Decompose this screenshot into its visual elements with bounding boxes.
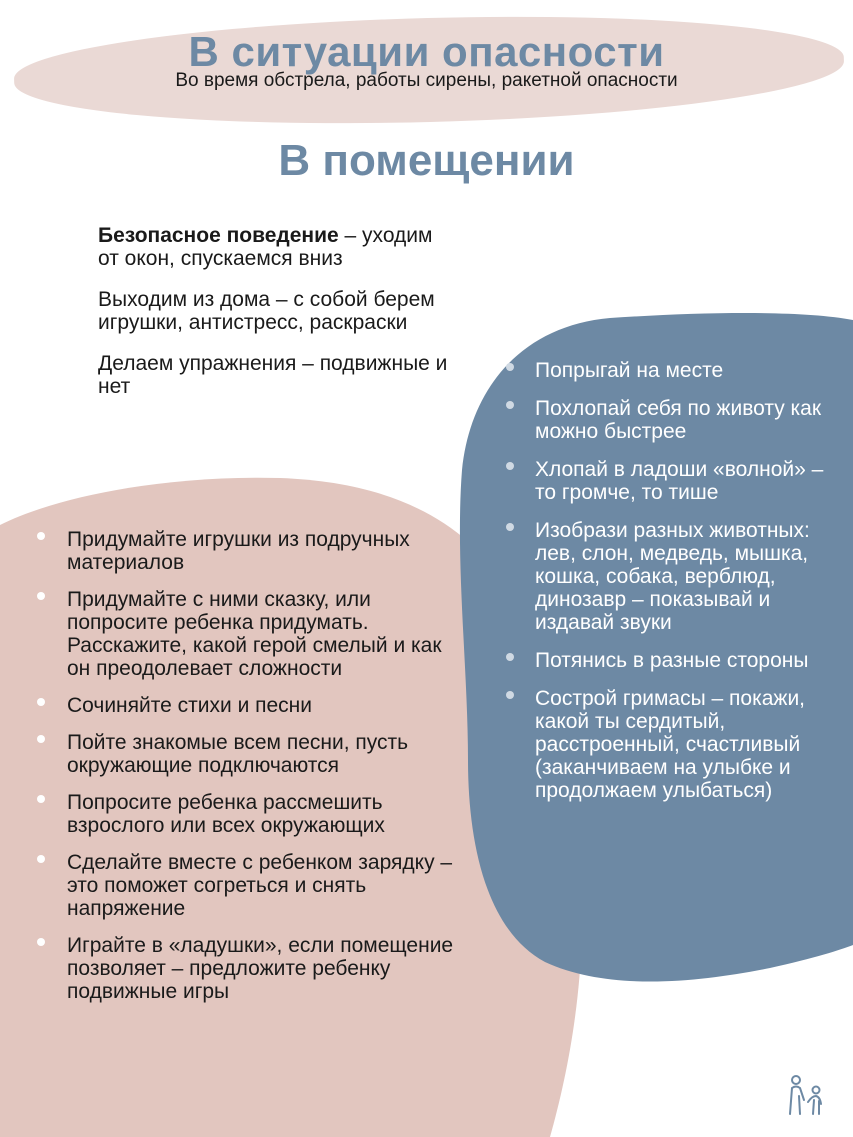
list-item	[67, 694, 457, 717]
left-tips-list	[67, 528, 457, 1017]
bullet-icon	[506, 523, 514, 531]
intro-rest: – уходим от окон, спускаемся вниз	[98, 224, 433, 270]
list-item	[67, 528, 457, 574]
section-title: В помещении	[278, 136, 575, 185]
list-item	[67, 588, 457, 680]
intro-paragraph-3: Делаем упражнения – подвижные и нет	[98, 352, 448, 398]
bullet-icon	[37, 698, 45, 706]
bullet-icon	[506, 653, 514, 661]
list-item-text: Изобрази разных животных: лев, слон, медведь, мышка, кошка, собака, верблюд, динозавр – показывай и издавай звуки	[535, 519, 810, 634]
page-title: В ситуации опасности	[188, 28, 665, 75]
list-item-text: Попрыгай на месте	[535, 359, 724, 382]
list-item-text: Попросите ребенка рассмешить взрослого или всех окружающих	[67, 791, 385, 837]
list-item-text: Придумайте с ними сказку, или попросите ребенка придумать. Расскажите, какой герой смелый и как он преодолевает сложности	[67, 588, 442, 680]
bullet-icon	[37, 795, 45, 803]
list-item	[535, 519, 840, 634]
list-item-text: Играйте в «ладушки», если помещение позволяет – предложите ребенку подвижные игры	[67, 934, 454, 1003]
right-exercises-list	[535, 359, 840, 817]
list-item-text: Потянись в разные стороны	[535, 649, 809, 672]
bullet-icon	[37, 938, 45, 946]
bullet-icon	[506, 401, 514, 409]
list-item-text: Сделайте вместе с ребенком зарядку – это поможет согреться и снять напряжение	[67, 851, 453, 920]
list-item	[67, 731, 457, 777]
bullet-icon	[506, 363, 514, 371]
bullet-icon	[506, 462, 514, 470]
list-item	[67, 851, 457, 920]
bullet-icon	[37, 855, 45, 863]
bullet-icon	[37, 532, 45, 540]
intro-paragraph-2: Выходим из дома – с собой берем игрушки, антистресс, раскраски	[98, 288, 435, 334]
intro-paragraph-1	[98, 224, 458, 270]
list-item-text: Придумайте игрушки из подручных материалов	[67, 528, 410, 574]
bullet-icon	[506, 691, 514, 699]
page-subtitle: Во время обстрела, работы сирены, ракетной опасности	[175, 70, 678, 91]
bullet-icon	[37, 592, 45, 600]
list-item-text: Хлопай в ладоши «волной» – то громче, то тише	[535, 458, 824, 504]
parent-child-icon	[786, 1074, 826, 1120]
list-item	[535, 687, 840, 802]
list-item	[67, 791, 457, 837]
list-item-text: Пойте знакомые всем песни, пусть окружающие подключаются	[67, 731, 409, 777]
intro-text	[98, 224, 458, 416]
list-item	[535, 397, 840, 443]
list-item-text: Похлопай себя по животу как можно быстрее	[535, 397, 822, 443]
list-item	[67, 934, 457, 1003]
list-item-text: Сочиняйте стихи и песни	[67, 694, 313, 717]
intro-bold: Безопасное поведение	[98, 224, 339, 247]
list-item	[535, 649, 840, 672]
list-item	[535, 359, 840, 382]
list-item	[535, 458, 840, 504]
list-item-text: Сострой гримасы – покажи, какой ты сердитый, расстроенный, счастливый (заканчиваем на улыбке и продолжаем улыбаться)	[535, 687, 806, 802]
bullet-icon	[37, 735, 45, 743]
